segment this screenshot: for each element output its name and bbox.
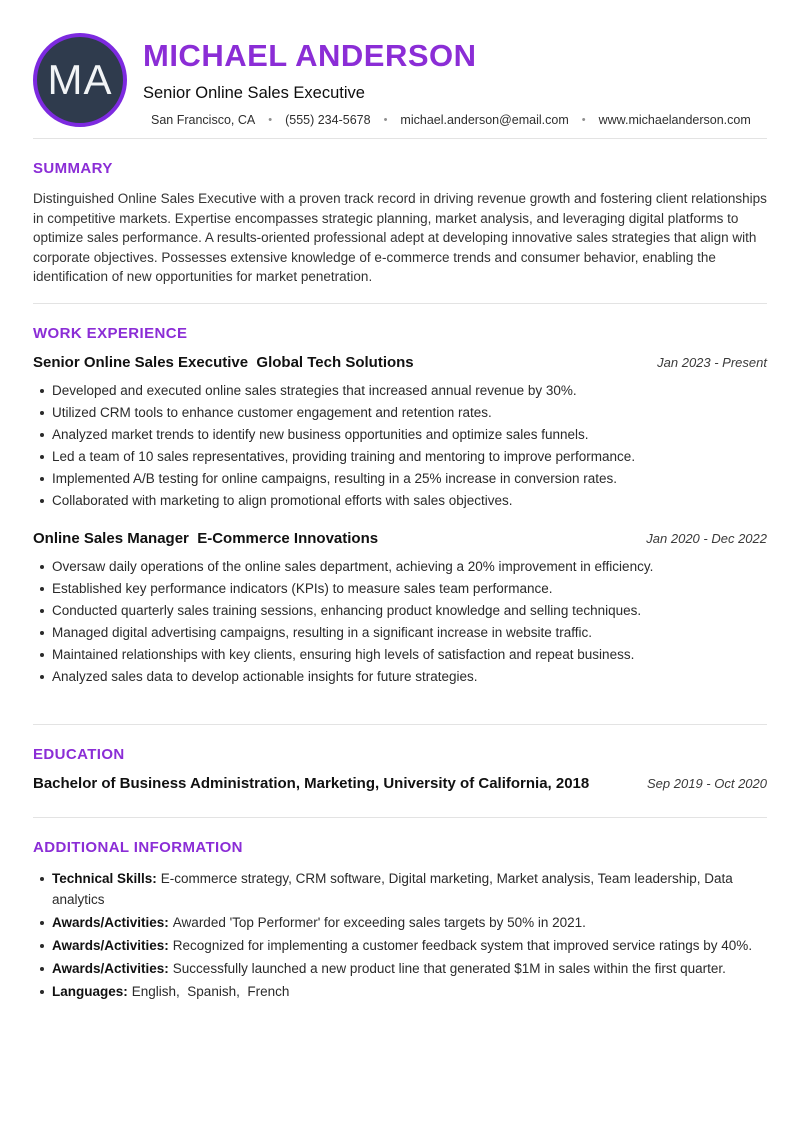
- job-bullet: Analyzed market trends to identify new business opportunities and optimize sales funnels.: [33, 424, 767, 446]
- job-bullet-list: [33, 380, 767, 518]
- job-bullet: Led a team of 10 sales representatives, providing training and mentoring to improve performance.: [33, 446, 767, 468]
- additional-info-list: [33, 868, 767, 1002]
- info-text: English, Spanish, French: [131, 983, 290, 999]
- education-heading: EDUCATION: [33, 745, 125, 763]
- job-title: Senior Online Sales Executive Global Tech Solutions: [33, 353, 414, 371]
- info-text: Awarded 'Top Performer' for exceeding sales targets by 50% in 2021.: [172, 914, 586, 930]
- job-bullet: Utilized CRM tools to enhance customer engagement and retention rates.: [33, 402, 767, 424]
- additional-information-heading: ADDITIONAL INFORMATION: [33, 838, 243, 856]
- contact-email: michael.anderson@email.com: [400, 113, 569, 128]
- job-bullet: Implemented A/B testing for online campaigns, resulting in a 25% increase in conversion rates.: [33, 468, 767, 490]
- job-dates: Jan 2023 - Present: [657, 354, 767, 370]
- job-bullet: Developed and executed online sales strategies that increased annual revenue by 30%.: [33, 380, 767, 402]
- separator-dot: •: [268, 113, 273, 126]
- info-label: Technical Skills:: [52, 870, 157, 886]
- job-bullet: Established key performance indicators (KPIs) to measure sales team performance.: [33, 578, 767, 600]
- education-entry: [33, 775, 767, 792]
- contact-row: [151, 113, 751, 127]
- additional-info-item: [33, 981, 767, 1002]
- job-entry: [33, 354, 767, 518]
- additional-info-item: [33, 935, 767, 956]
- additional-info-item: [33, 912, 767, 933]
- section-work-experience: [33, 303, 767, 724]
- info-label: Languages:: [52, 983, 128, 999]
- job-header: [33, 354, 767, 371]
- education-dates: Sep 2019 - Oct 2020: [647, 775, 767, 791]
- info-text: Recognized for implementing a customer feedback system that improved service ratings by 40%.: [172, 937, 753, 953]
- job-bullet: Collaborated with marketing to align promotional efforts with sales objectives.: [33, 490, 767, 512]
- work-experience-heading: WORK EXPERIENCE: [33, 324, 188, 342]
- separator-dot: •: [581, 113, 586, 126]
- job-title: Online Sales Manager E-Commerce Innovations: [33, 529, 379, 547]
- contact-phone: (555) 234-5678: [285, 113, 371, 128]
- additional-info-item: [33, 958, 767, 979]
- resume-header: [33, 33, 767, 139]
- candidate-name: MICHAEL ANDERSON: [143, 38, 477, 73]
- summary-heading: SUMMARY: [33, 160, 113, 178]
- info-text: E-commerce strategy, CRM software, Digital marketing, Market analysis, Team leadership, Data analytics: [52, 870, 737, 907]
- job-bullet: Conducted quarterly sales training sessions, enhancing product knowledge and selling techniques.: [33, 600, 767, 622]
- job-bullet: Maintained relationships with key clients, ensuring high levels of satisfaction and repeat business.: [33, 644, 767, 666]
- section-education: [33, 724, 767, 817]
- info-text: Successfully launched a new product line that generated $1M in sales within the first quarter.: [172, 960, 726, 976]
- section-summary: [33, 139, 767, 303]
- job-header: [33, 530, 767, 547]
- avatar-initials: MA: [47, 56, 113, 103]
- avatar: [33, 33, 127, 127]
- additional-info-item: [33, 868, 767, 910]
- summary-text: Distinguished Online Sales Executive with a proven track record in driving revenue growth and fostering client relationships in competitive markets. Expertise encompasses strategic planning, market analysis, and leveraging digital platforms to optimize sales performance. A results-oriented professional adept at developing innovative sales strategies that align with corporate objectives. Possesses extensive knowledge of e-commerce trends and consumer behavior, enabling the identification of new opportunities for market penetration.: [33, 191, 767, 285]
- job-bullet: Analyzed sales data to develop actionable insights for future strategies.: [33, 666, 767, 688]
- info-label: Awards/Activities:: [52, 937, 169, 953]
- contact-website: www.michaelanderson.com: [598, 113, 751, 128]
- info-label: Awards/Activities:: [52, 960, 169, 976]
- job-bullet-list: [33, 556, 767, 694]
- info-label: Awards/Activities:: [52, 914, 169, 930]
- contact-location: San Francisco, CA: [151, 113, 256, 128]
- job-bullet: Oversaw daily operations of the online sales department, achieving a 20% improvement in efficiency.: [33, 556, 767, 578]
- job-dates: Jan 2020 - Dec 2022: [646, 530, 767, 546]
- separator-dot: •: [383, 113, 388, 126]
- candidate-title: Senior Online Sales Executive: [143, 84, 365, 103]
- section-additional-information: [33, 817, 767, 1024]
- header-text: [143, 33, 751, 127]
- job-bullet: Managed digital advertising campaigns, resulting in a significant increase in website traffic.: [33, 622, 767, 644]
- job-entry: [33, 530, 767, 694]
- education-degree: Bachelor of Business Administration, Marketing, University of California, 2018: [33, 774, 590, 792]
